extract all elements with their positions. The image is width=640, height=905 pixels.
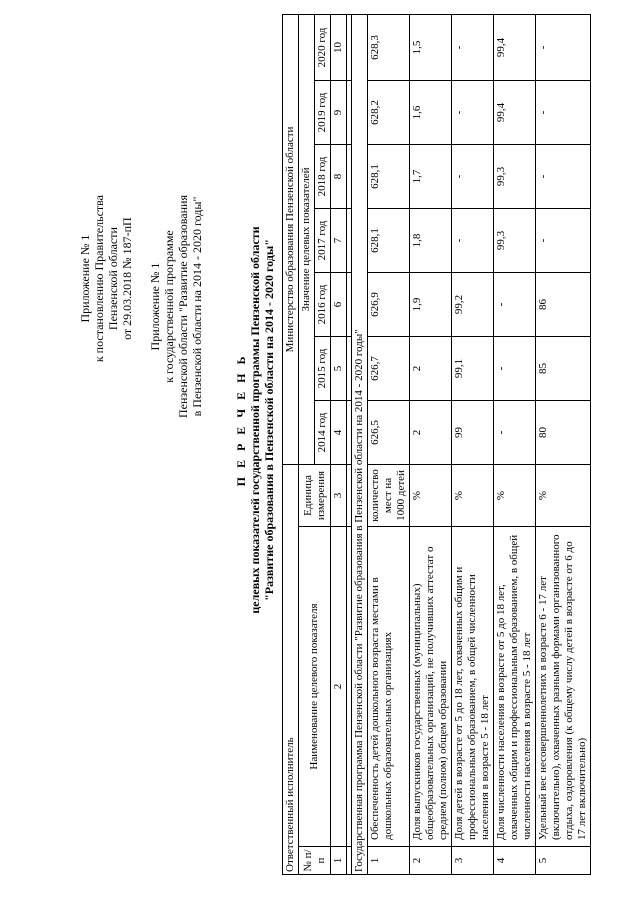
row-indicator-name: Доля детей в возрасте от 5 до 18 лет, охваченных общим и профессиональным образованием, в общей численности населения в возрасте 5 - 18 лет [452, 527, 494, 847]
header-year: 2019 год [315, 81, 331, 145]
row-unit: % [536, 465, 591, 527]
row-value: 99,1 [452, 337, 494, 401]
row-value: - [536, 145, 591, 209]
header-year: 2016 год [315, 273, 331, 337]
header-number: № п/п [299, 847, 331, 875]
row-value: - [452, 209, 494, 273]
row-value: 99,4 [494, 14, 536, 80]
row-value: 99 [452, 401, 494, 465]
header-executor-value: Министерство образования Пензенской области [283, 14, 299, 464]
row-unit: % [494, 465, 536, 527]
column-index: 9 [331, 81, 347, 145]
row-value: 99,2 [452, 273, 494, 337]
appendix-line: Пензенской области "Развитие образования [176, 195, 190, 419]
row-value: 99,3 [494, 209, 536, 273]
row-value: 99,4 [494, 81, 536, 145]
row-value: 628,2 [368, 81, 410, 145]
appendix-line: к постановлению Правительства [92, 195, 106, 363]
row-value: 1,7 [410, 145, 452, 209]
column-index: 2 [331, 527, 347, 847]
row-value: 99,3 [494, 145, 536, 209]
header-year: 2017 год [315, 209, 331, 273]
column-index: 8 [331, 145, 347, 209]
column-index: 4 [331, 401, 347, 465]
header-year: 2020 год [315, 14, 331, 80]
row-number: 2 [410, 847, 452, 875]
header-unit: Единица измерения [299, 465, 331, 527]
document-subtitle: "Развитие образования в Пензенской области на 2014 - 2020 годы" [262, 239, 276, 601]
table-row [536, 14, 591, 874]
row-value: - [494, 401, 536, 465]
program-title: Государственная программа Пензенской области "Развитие образования в Пензенской области на 2014 - 2020 годы" [352, 14, 368, 874]
header-year: 2014 год [315, 401, 331, 465]
row-value: 626,9 [368, 273, 410, 337]
row-value: 1,8 [410, 209, 452, 273]
row-number: 4 [494, 847, 536, 875]
row-value: - [452, 145, 494, 209]
row-unit: количество мест на 1000 детей [368, 465, 410, 527]
row-number: 5 [536, 847, 591, 875]
row-number: 1 [368, 847, 410, 875]
row-value: - [536, 14, 591, 80]
column-index: 5 [331, 337, 347, 401]
row-value: 80 [536, 401, 591, 465]
row-number: 3 [452, 847, 494, 875]
column-index: 3 [331, 465, 347, 527]
appendix-line: к государственной программе [162, 230, 176, 383]
header-indicator-name: Наименование целевого показателя [299, 527, 331, 847]
table-row [410, 14, 452, 874]
row-value: 1,9 [410, 273, 452, 337]
row-value: - [494, 273, 536, 337]
table-row [494, 14, 536, 874]
row-value: - [494, 337, 536, 401]
row-value: - [536, 209, 591, 273]
appendix-line: Приложение № 1 [148, 262, 162, 351]
row-value: 628,1 [368, 209, 410, 273]
column-index: 7 [331, 209, 347, 273]
document-subtitle: целевых показателей государственной программы Пензенской области [248, 226, 262, 614]
row-value: 626,7 [368, 337, 410, 401]
row-value: 1,6 [410, 81, 452, 145]
document-title: П Е Р Е Ч Е Н Ь [234, 353, 248, 487]
appendix-line: в Пензенской области на 2014 - 2020 годы" [190, 196, 204, 417]
row-value: 86 [536, 273, 591, 337]
row-indicator-name: Обеспеченность детей дошкольного возраста местами в дошкольных образовательных организациях [368, 527, 410, 847]
column-index: 10 [331, 14, 347, 80]
appendix-line: от 29.03.2018 № 187-пП [120, 217, 134, 340]
program-row [352, 14, 368, 874]
row-value: 1,5 [410, 14, 452, 80]
column-index-row [331, 14, 347, 874]
header-year: 2015 год [315, 337, 331, 401]
appendix-block-decree [78, 195, 134, 362]
row-value: 2 [410, 337, 452, 401]
header-year: 2018 год [315, 145, 331, 209]
row-value: 85 [536, 337, 591, 401]
row-indicator-name: Удельный вес несовершеннолетних в возрасте 6 - 17 лет (включительно), охваченных разными формами организованного отдыха, оздоровления (к общему числу детей в возрасте от 6 до 17 лет включительно) [536, 527, 591, 847]
row-unit: % [410, 465, 452, 527]
table-row [368, 14, 410, 874]
header-values-group: Значение целевых показателей [299, 14, 315, 464]
appendix-line: Приложение № 1 [78, 234, 92, 323]
column-index: 1 [331, 847, 347, 875]
row-unit: % [452, 465, 494, 527]
row-value: - [452, 14, 494, 80]
row-value: 2 [410, 401, 452, 465]
row-value: - [536, 81, 591, 145]
indicators-table [282, 14, 591, 875]
row-value: 628,1 [368, 145, 410, 209]
column-index: 6 [331, 273, 347, 337]
row-indicator-name: Доля численности населения в возрасте от 5 до 18 лет, охваченных общим и профессиональным образованием, в общей численности населения в возрасте 5 - 18 лет [494, 527, 536, 847]
row-value: 628,3 [368, 14, 410, 80]
row-indicator-name: Доля выпускников государственных (муниципальных) общеобразовательных организаций, не получивших аттестат о среднем (полном) общем образовании [410, 527, 452, 847]
header-executor-label: Ответственный исполнитель [283, 465, 299, 875]
row-value: - [452, 81, 494, 145]
table-row [452, 14, 494, 874]
row-value: 626,5 [368, 401, 410, 465]
appendix-block-program [148, 195, 204, 418]
appendix-line: Пензенской области [106, 227, 120, 331]
